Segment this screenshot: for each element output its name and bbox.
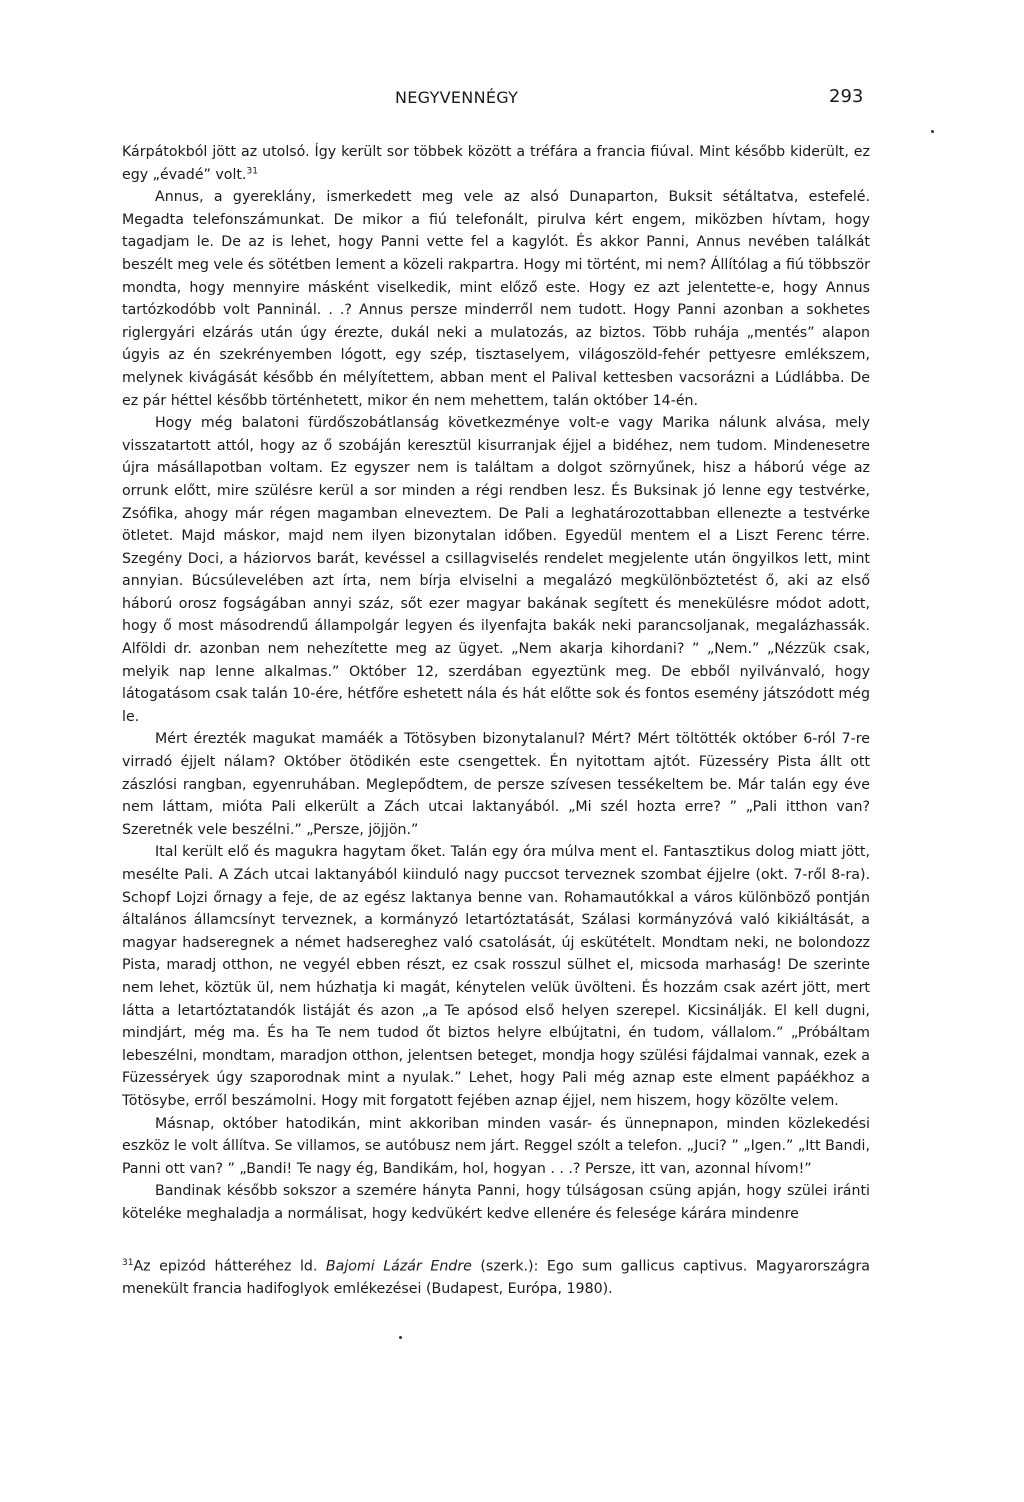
paragraph: Annus, a gyereklány, ismerkedett meg vele az alsó Dunaparton, Buksit sétáltatva, estefelé. Megadta telefonszámunkat. De mikor a fiú telefonált, pirulva kért engem, miközben hívtam, hogy tagadjam le. De az is lehet, hogy Panni vette fel a kagylót. És akkor Panni, Annus nevében találkát beszélt meg vele és sötétben lement a közeli rakpartra. Hogy mi történt, mi nem? Állítólag a fiú többször mondta, hogy mennyire másként viselkedik, mint előző este. Hogy ez azt jelentette-e, hogy Annus tartózkodóbb volt Panninál. . .? Annus persze minderről nem tudott. Hogy Panni azonban a sokhetes riglergyári elzárás után úgy érezte, dukál neki a mulatozás, az biztos. Több ruhája „mentés” alapon úgyis az én szekrényemben lógott, egy szép, tisztaselyem, világoszöld-fehér pettyesre emlékszem, melynek kivágását később én mélyítettem, abban ment el Palival kettesben vacsorázni a Lúdlábba. De ez pár héttel később történhetett, mikor én nem mehettem, talán október 14-én. <box>122 189 870 409</box>
paragraph: Ital került elő és magukra hagytam őket. Talán egy óra múlva ment el. Fantasztikus dolog miatt jött, mesélte Pali. A Zách utcai laktanyából kiinduló nagy puccsot terveznek szombat éjjelre (okt. 7-ről 8-ra). Schopf Lojzi őrnagy a feje, de az egész laktanya benne van. Rohamautókkal a város különböző pontján általános államcsínyt terveznek, a kormányzó letartóztatását, Szálasi kormányzóvá való kikiáltását, a magyar hadseregnek a német hadsereghez való csatolását, új eskütételt. Mondtam neki, ne bolondozz Pista, maradj otthon, ne vegyél ebben részt, ez csak rosszul sülhet el, micsoda marhaság! De szerinte nem lehet, köztük ül, nem húzhatja ki magát, kénytelen velük üvölteni. És hozzám csak azért jött, mert látta a letartóztatandók listáját és azon „a Te apósod első helyen szerepel. Kicsinálják. El kell dugni, mindjárt, még ma. És ha Te nem tudod őt biztos helyre elbújtatni, én tudom, vállalom.” „Próbáltam lebeszélni, mondtam, maradjon otthon, jelentsen beteget, mondja hogy szülési fájdalmai vannak, ezek a Füzesséryek úgy szaporodnak mint a nyulak.” Lehet, hogy Pali még aznap este elment papáékhoz a Tötösybe, erről beszámolni. Hogy mit forgatott fejében aznap éjjel, nem hiszem, hogy közölte velem. <box>122 844 870 1109</box>
footnote-text: Az epizód hátteréhez ld. <box>133 1258 326 1275</box>
footnote-text: (szerk.): Ego sum gallicus captivus. Magyarországra menekült francia hadifoglyok emlékezései (Budapest, Európa, 1980). <box>122 1258 870 1298</box>
footnote-reference: 31 <box>246 165 258 176</box>
scan-speck <box>931 130 934 133</box>
paragraph: Másnap, október hatodikán, mint akkoriban minden vasár- és ünnepnapon, minden közlekedési eszköz le volt állítva. Se villamos, se autóbusz nem járt. Reggel szólt a telefon. „Juci? ” „Igen.” „Itt Bandi, Panni ott van? ” „Bandi! Te nagy ég, Bandikám, hol, hogyan . . .? Persze, itt van, azonnal hívom!” <box>122 1115 870 1177</box>
paragraph: Kárpátokból jött az utolsó. Így került sor többek között a tréfára a francia fiúval. Mint később kiderült, ez egy „évadé” volt.$^{31}$ <box>122 144 870 183</box>
scan-speck <box>399 1336 402 1339</box>
body-text <box>122 141 870 1226</box>
footnote-mark: 31 <box>122 1258 134 1268</box>
paragraph: Bandinak később sokszor a szemére hányta Panni, hogy túlságosan csüng apján, hogy szülei iránti köteléke meghaladja a normálisat, hogy kedvükért kedve ellenére és felesége kárára mindenre <box>122 1183 870 1222</box>
paragraph: Mért érezték magukat mamáék a Tötösyben bizonytalanul? Mért? Mért töltötték október 6-ról 7-re virradó éjjelt nálam? Október ötödikén este csengettek. Én nyitottam ajtót. Füzesséry Pista állt ott zászlósi rangban, egyenruhában. Meglepődtem, de persze szívesen tessékeltem be. Már talán egy éve nem láttam, mióta Pali elkerült a Zách utcai laktanyából. „Mi szél hozta erre? ” „Pali itthon van? Szeretnék vele beszélni.” „Persze, jöjjön.” <box>122 731 870 838</box>
footnote <box>122 1252 870 1301</box>
running-head: NEGYVENNÉGY <box>395 88 519 107</box>
page-number: 293 <box>829 86 864 107</box>
paragraph: Hogy még balatoni fürdőszobátlanság következménye volt-e vagy Marika nálunk alvása, mely visszatartott attól, hogy az ő szobáján keresztül kisurranjak éjjel a bidéhez, nem tudom. Mindenesetre újra másállapotban voltam. Ez egyszer nem is találtam a dolgot szörnyűnek, hisz a háború vége az orrunk előtt, mire szülésre kerül a sor minden a régi rendben lesz. És Buksinak jó lenne egy testvérke, Zsófika, ahogy már régen magamban elneveztem. De Pali a leghatározottabban ellenezte a testvérke ötletet. Majd máskor, majd nem ilyen bizonytalan időben. Egyedül mentem el a Liszt Ferenc térre. Szegény Doci, a háziorvos barát, kevéssel a csillagviselés rendelet megjelente után öngyilkos lett, mint annyian. Búcsúlevelében azt írta, nem bírja elviselni a megalázó megkülönböztetést ő, aki az első háború orosz fogságában annyi száz, sőt ezer magyar bakának segített és menekülésre módot adott, hogy ő most másodrendű állampolgár legyen és ilyenfajta bakák neki parancsoljanak, megalázhassák. Alföldi dr. azonban nem nehezítette meg az ügyet. „Nem akarja kihordani? ” „Nem.” „Nézzük csak, melyik nap lenne alkalmas.” Október 12, szerdában egyeztünk meg. De ebből nyilvánvaló, hogy látogatásom csak talán 10-ére, hétfőre eshetett nála és hát előtte sok és fontos esemény játszódott még le. <box>122 415 870 725</box>
footnote-author: Bajomi Lázár Endre <box>325 1258 472 1275</box>
